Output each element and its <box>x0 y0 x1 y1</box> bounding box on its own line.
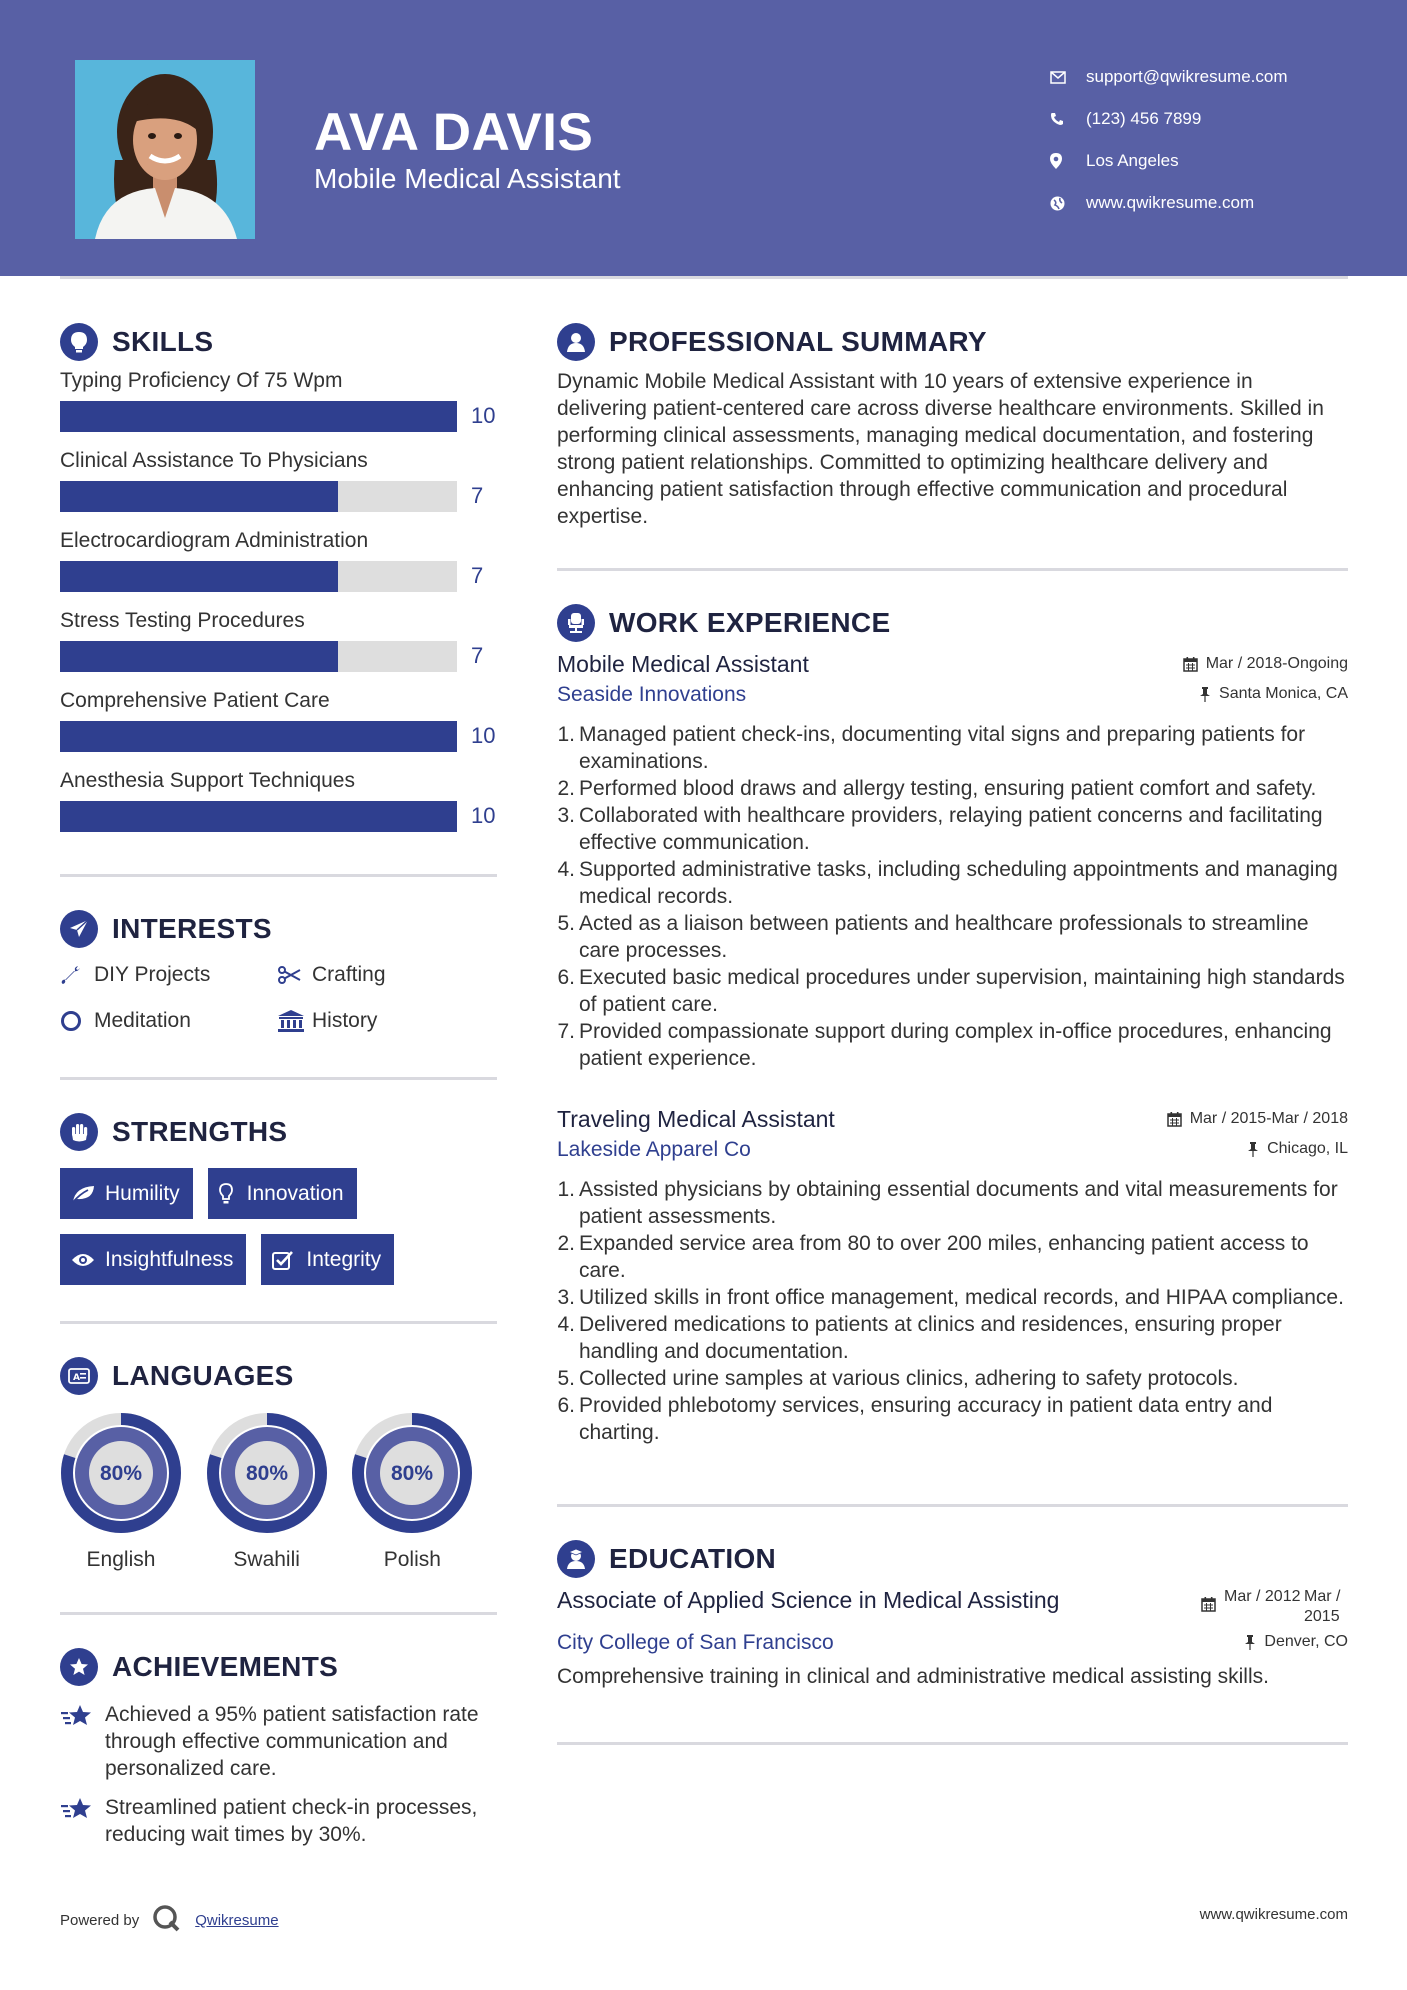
contact-location-text: Los Angeles <box>1086 151 1179 170</box>
section-divider <box>60 1612 497 1615</box>
contact-location <box>1050 140 1288 182</box>
phone-icon <box>1050 112 1086 126</box>
duty-item: 3. Collaborated with healthcare providers, relaying patient concerns and facilitating effective communication. <box>557 804 1323 854</box>
check-square-icon <box>272 1250 306 1270</box>
candidate-title: Mobile Medical Assistant <box>314 163 621 194</box>
skill-name: Stress Testing Procedures <box>60 609 305 632</box>
star-icon <box>60 1794 105 1848</box>
achievements-heading: ACHIEVEMENTS <box>112 1651 339 1682</box>
calendar-icon <box>1183 657 1198 672</box>
degree-title: Associate of Applied Science in Medical Assisting <box>557 1587 1060 1613</box>
duty-item: 1. Managed patient check-ins, documenting vital signs and preparing patients for examinations. <box>557 723 1306 773</box>
summary-section <box>557 320 1348 530</box>
language-ring <box>60 1412 182 1534</box>
skill-bar-fill <box>60 401 457 432</box>
skill-item <box>60 366 497 436</box>
language-item <box>60 1412 206 1572</box>
skill-bar <box>60 721 457 752</box>
language-name: Polish <box>383 1548 441 1571</box>
strength-badge: Insightfulness <box>60 1234 246 1285</box>
duty-item: 6. Provided phlebotomy services, ensuring accuracy in patient data entry and charting. <box>557 1394 1273 1444</box>
duty-item: 1. Assisted physicians by obtaining essential documents and vital measurements for patient assessments. <box>557 1178 1338 1228</box>
skill-item <box>60 766 497 836</box>
duty-item: 4. Delivered medications to patients at clinics and residences, ensuring proper handling and documentation. <box>557 1313 1282 1363</box>
contact-email[interactable] <box>1050 56 1288 98</box>
summary-text: Dynamic Mobile Medical Assistant with 10 years of extensive experience in delivering patient-centered care across diverse healthcare environments. Skilled in performing clinical assessments, managing medical documentation, and fostering strong patient relationships. Committed to optimizing healthcare delivery and enhancing patient satisfaction through effective communication and procedural expertise. <box>557 370 1324 528</box>
duty-item: 2. Expanded service area from 80 to over 200 miles, enhancing patient access to care. <box>557 1232 1309 1282</box>
section-divider <box>557 1742 1348 1745</box>
duty-item: 3. Utilized skills in front office management, medical records, and HIPAA compliance. <box>557 1286 1344 1309</box>
language-ring <box>206 1412 328 1534</box>
experience-section <box>557 601 1348 1446</box>
contact-website[interactable] <box>1050 182 1288 224</box>
skill-bar <box>60 561 457 592</box>
duty-item: 5. Acted as a liaison between patients and healthcare professionals to streamline care processes. <box>557 912 1309 962</box>
footer-branding <box>60 1903 279 1938</box>
profile-photo <box>75 60 255 239</box>
summary-heading: PROFESSIONAL SUMMARY <box>609 326 987 357</box>
language-name: English <box>86 1548 156 1571</box>
skill-name: Typing Proficiency Of 75 Wpm <box>60 369 343 392</box>
powered-by-label: Powered by <box>60 1912 140 1929</box>
duty-item: 6. Executed basic medical procedures under supervision, maintaining high standards of patient care. <box>557 966 1345 1016</box>
strengths-section <box>60 1110 497 1285</box>
skill-item <box>60 446 497 516</box>
languages-heading: LANGUAGES <box>112 1360 294 1391</box>
duty-item: 4. Supported administrative tasks, including scheduling appointments and managing medical records. <box>557 858 1338 908</box>
graduate-icon <box>557 1540 595 1578</box>
skills-heading: SKILLS <box>112 326 214 357</box>
star-icon <box>60 1701 105 1782</box>
svg-text:A: A <box>73 1373 80 1383</box>
skill-value: 10 <box>471 723 496 748</box>
skill-name: Comprehensive Patient Care <box>60 689 330 712</box>
job-entry <box>557 1104 1348 1446</box>
eye-icon <box>71 1252 105 1268</box>
skill-name: Electrocardiogram Administration <box>60 529 369 552</box>
section-divider <box>557 1504 1348 1507</box>
interest-item: History <box>278 1005 478 1037</box>
achievement-item: Achieved a 95% patient satisfaction rate through effective communication and personalized care. <box>60 1701 497 1782</box>
skill-value: 10 <box>471 403 496 428</box>
achievement-item: Streamlined patient check-in processes, reducing wait times by 30%. <box>60 1794 497 1848</box>
duties-list <box>557 721 1348 1072</box>
skill-bar-fill <box>60 561 338 592</box>
skill-bar <box>60 641 457 672</box>
contact-phone-text: (123) 456 7899 <box>1086 109 1202 128</box>
skill-bar <box>60 481 457 512</box>
calendar-icon <box>1201 1587 1216 1618</box>
office-chair-icon <box>557 604 595 642</box>
lightbulb-icon <box>60 323 98 361</box>
job-entry <box>557 649 1348 1072</box>
contact-list <box>1050 56 1288 224</box>
right-column <box>557 320 1348 1745</box>
lightbulb-icon <box>219 1183 247 1205</box>
strength-badge: Innovation <box>208 1168 357 1219</box>
skill-value: 7 <box>471 563 484 588</box>
duty-item: 7. Provided compassionate support during complex in-office procedures, enhancing patient experience. <box>557 1020 1332 1070</box>
education-section <box>557 1537 1348 1690</box>
skill-item <box>60 686 497 756</box>
wrench-icon <box>60 964 94 986</box>
company-name: Seaside Innovations <box>557 683 747 706</box>
skill-bar-fill <box>60 481 338 512</box>
footer-website[interactable]: www.qwikresume.com <box>1199 1906 1348 1923</box>
skill-value: 10 <box>471 803 496 828</box>
skill-name: Anesthesia Support Techniques <box>60 769 355 792</box>
job-title: Mobile Medical Assistant <box>557 651 809 677</box>
section-divider <box>557 568 1348 571</box>
pushpin-icon <box>1247 1142 1259 1157</box>
school-name: City College of San Francisco <box>557 1631 834 1654</box>
language-percent: 80% <box>99 1462 143 1485</box>
header-divider <box>60 276 1348 279</box>
strength-badge: Integrity <box>261 1234 394 1285</box>
language-percent: 80% <box>245 1462 288 1485</box>
education-heading: EDUCATION <box>609 1543 777 1574</box>
resume-header <box>0 0 1407 276</box>
interests-section <box>60 907 497 1037</box>
language-ring <box>351 1412 473 1534</box>
qwikresume-logo-icon <box>151 1903 181 1938</box>
strengths-heading: STRENGTHS <box>112 1116 288 1147</box>
strength-badge: Humility <box>60 1168 193 1219</box>
leaf-icon <box>71 1185 105 1203</box>
skill-bar-fill <box>60 721 457 752</box>
skill-name: Clinical Assistance To Physicians <box>60 449 368 472</box>
interest-item: DIY Projects <box>60 959 278 991</box>
interest-item: Crafting <box>278 959 478 991</box>
job-dates: Mar / 2015-Mar / 2018 <box>1167 1104 1348 1134</box>
company-name: Lakeside Apparel Co <box>557 1138 751 1161</box>
skill-bar-fill <box>60 801 457 832</box>
interest-item: Meditation <box>60 1005 278 1037</box>
duties-list <box>557 1176 1348 1446</box>
skill-item <box>60 526 497 596</box>
job-title: Traveling Medical Assistant <box>557 1106 835 1132</box>
scissors-icon <box>278 966 312 984</box>
language-item <box>206 1412 352 1572</box>
duty-item: 5. Collected urine samples at various clinics, adhering to safety protocols. <box>557 1367 1239 1390</box>
paper-plane-icon <box>60 910 98 948</box>
contact-phone[interactable] <box>1050 98 1288 140</box>
contact-website-text: www.qwikresume.com <box>1086 193 1255 212</box>
interests-heading: INTERESTS <box>112 913 272 944</box>
experience-heading: WORK EXPERIENCE <box>609 607 891 638</box>
skill-value: 7 <box>471 483 484 508</box>
user-icon <box>557 323 595 361</box>
job-location: Chicago, IL <box>1247 1134 1348 1164</box>
skill-item <box>60 606 497 676</box>
pushpin-icon <box>1199 687 1211 702</box>
globe-icon <box>1050 196 1086 211</box>
language-icon <box>60 1357 98 1395</box>
languages-section <box>60 1354 497 1572</box>
school-location: Denver, CO <box>1244 1627 1348 1657</box>
section-divider <box>60 1321 497 1324</box>
hand-fist-icon <box>60 1113 98 1151</box>
envelope-icon <box>1050 71 1086 84</box>
skill-value: 7 <box>471 643 484 668</box>
calendar-icon <box>1167 1112 1182 1127</box>
skill-bar <box>60 401 457 432</box>
map-marker-icon <box>1050 153 1086 169</box>
qwikresume-link[interactable]: Qwikresume <box>195 1912 279 1929</box>
circle-icon <box>60 1010 94 1032</box>
skills-section <box>60 320 497 836</box>
language-name: Swahili <box>233 1548 300 1571</box>
contact-email-text: support@qwikresume.com <box>1086 67 1288 86</box>
skill-bar <box>60 801 457 832</box>
star-badge-icon <box>60 1648 98 1686</box>
duty-item: 2. Performed blood draws and allergy testing, ensuring patient comfort and safety. <box>557 777 1317 800</box>
education-description: Comprehensive training in clinical and administrative medical assisting skills. <box>557 1665 1269 1688</box>
skill-bar-fill <box>60 641 338 672</box>
achievements-section <box>60 1645 497 1848</box>
job-dates: Mar / 2018-Ongoing <box>1183 649 1348 679</box>
pushpin-icon <box>1244 1635 1256 1650</box>
education-dates: Mar / 2012 Mar / 2015 <box>1201 1585 1348 1627</box>
language-item <box>351 1412 497 1572</box>
section-divider <box>60 1077 497 1080</box>
left-column <box>60 320 497 1848</box>
candidate-name: AVA DAVIS <box>314 103 594 162</box>
job-location: Santa Monica, CA <box>1199 679 1348 709</box>
section-divider <box>60 874 497 877</box>
institution-icon <box>278 1010 312 1032</box>
language-percent: 80% <box>391 1462 434 1485</box>
